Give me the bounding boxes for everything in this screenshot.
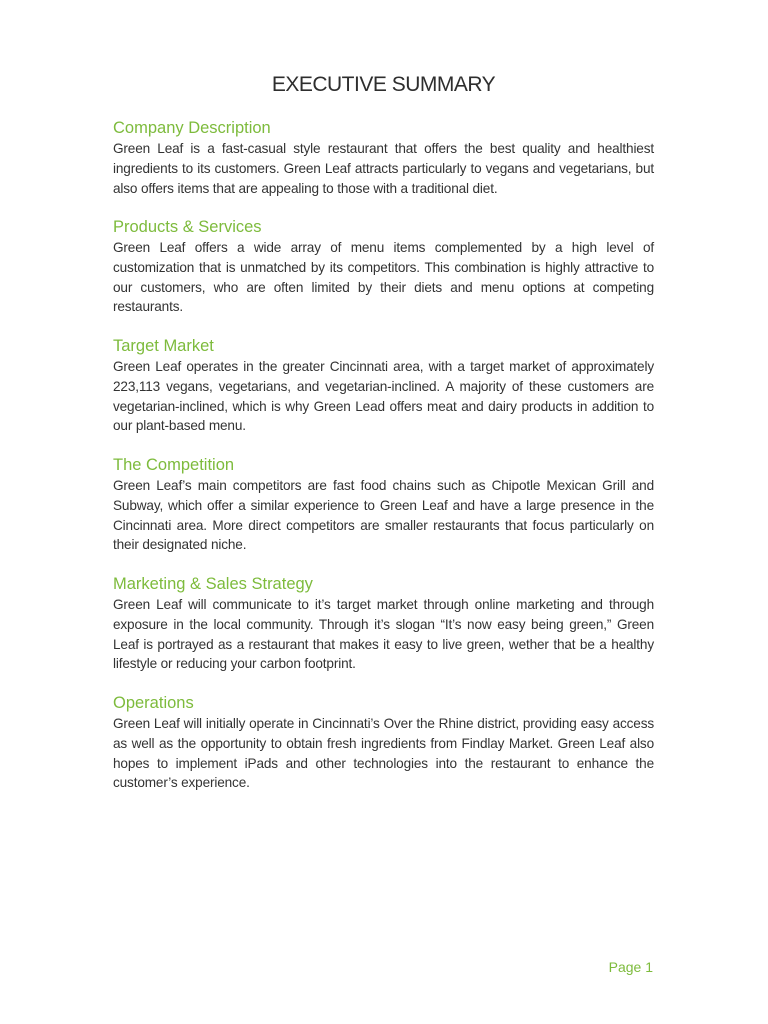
section-company-description [113,118,654,198]
page-title: EXECUTIVE SUMMARY [271,73,496,96]
section-target-market [113,336,654,436]
section-marketing-sales-strategy [113,574,654,674]
section-heading: Marketing & Sales Strategy [113,575,313,593]
section-body: Green Leaf operates in the greater Cincinnati area, with a target market of approximately 223,113 vegans, vegetarians, and vegetarian-inclined. A majority of these customers are vegetarian-inclined, which is why Green Lead offers meat and dairy products in addition to our plant-based menu. [113,359,654,434]
section-operations [113,693,654,793]
section-the-competition [113,455,654,555]
section-body: Green Leaf offers a wide array of menu items complemented by a high level of customization that is unmatched by its competitors. This combination is highly attractive to our customers, who are often limited by their diets and menu options at competing restaurants. [113,240,654,315]
section-body: Green Leaf will initially operate in Cincinnati’s Over the Rhine district, providing easy access as well as the opportunity to obtain fresh ingredients from Findlay Market. Green Leaf also hopes to implement iPads and other technologies into the restaurant to enhance the customer’s experience. [113,716,654,791]
section-heading: Company Description [113,119,271,137]
section-heading: The Competition [113,456,235,474]
page-number: Page 1 [608,959,653,975]
section-heading: Operations [113,694,194,712]
section-body: Green Leaf’s main competitors are fast food chains such as Chipotle Mexican Grill and Subway, which offer a similar experience to Green Leaf and have a large presence in the Cincinnati area. More direct competitors are smaller restaurants that focus particularly on their designated niche. [113,478,654,553]
section-body: Green Leaf will communicate to it’s target market through online marketing and through exposure in the local community. Through it’s slogan “It’s now easy being green,” Green Leaf is portrayed as a restaurant that makes it easy to live green, wether that be a healthy lifestyle or reducing your carbon footprint. [113,597,654,672]
section-heading: Products & Services [113,218,262,236]
section-products-services [113,217,654,317]
section-heading: Target Market [113,337,214,355]
section-body: Green Leaf is a fast-casual style restaurant that offers the best quality and healthiest ingredients to its customers. Green Leaf attracts particularly to vegans and vegetarians, but also offers items that are appealing to those with a traditional diet. [113,141,654,196]
